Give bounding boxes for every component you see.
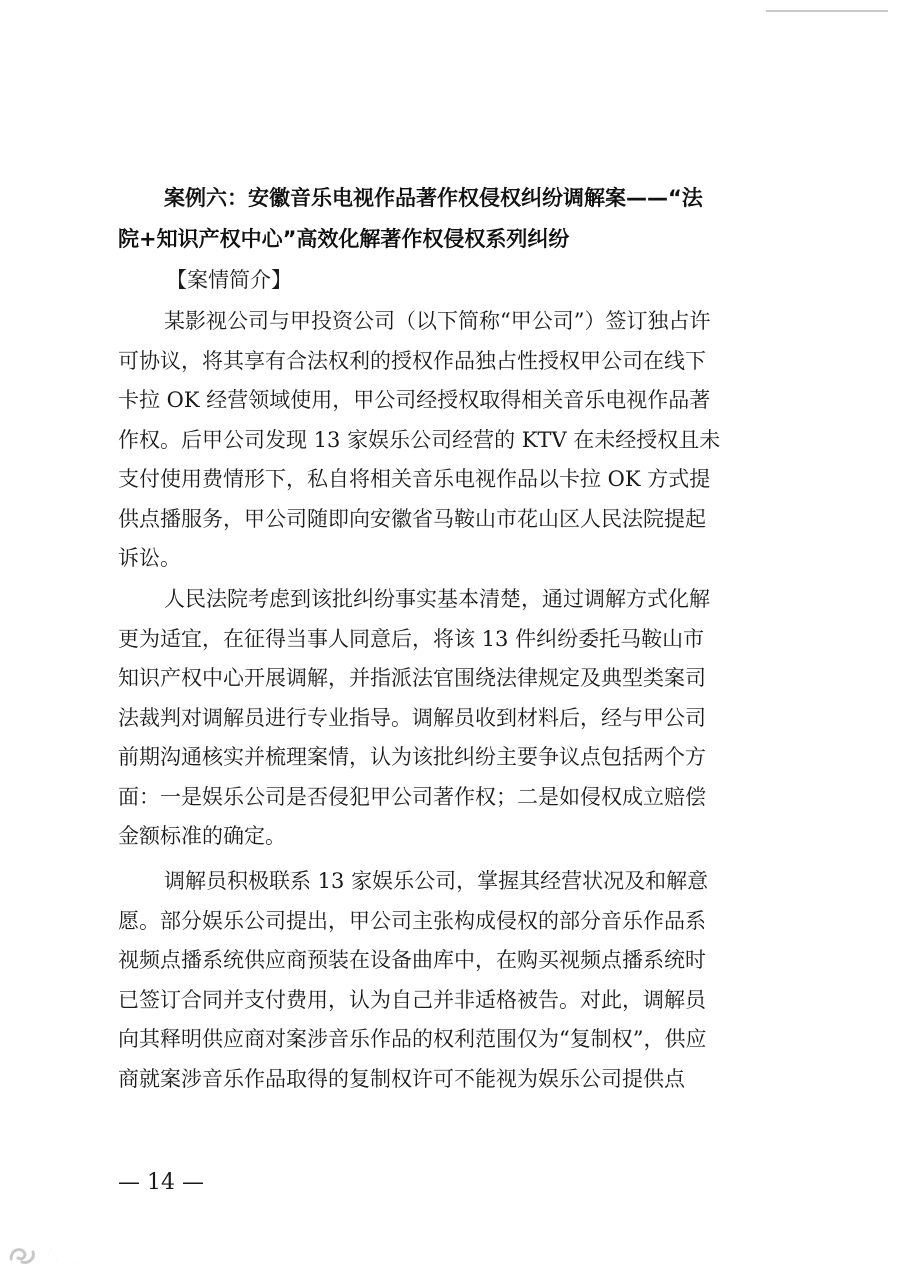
watermark <box>8 1242 114 1267</box>
paragraph-line: 向其释明供应商对案涉音乐作品的权利范围仅为“复制权”，供应 <box>118 1027 707 1051</box>
paragraph-line: 卡拉 OK 经营领域使用，甲公司经授权取得相关音乐电视作品著 <box>118 388 711 412</box>
paragraph-1 <box>118 302 788 579</box>
paragraph-line: 商就案涉音乐作品取得的复制权许可不能视为娱乐公司提供点 <box>118 1066 685 1091</box>
paragraph-line: 已签订合同并支付费用，认为自己并非适格被告。对此，调解员 <box>118 987 706 1012</box>
paragraph-line: 诉讼。 <box>118 546 181 570</box>
paragraph-line: 视频点播系统供应商预装在设备曲库中，在购买视频点播系统时 <box>118 948 706 972</box>
scan-edge-line <box>766 10 888 12</box>
paragraph-line: 愿。部分娱乐公司提出，甲公司主张构成侵权的部分音乐作品系 <box>118 908 706 933</box>
section-heading: 【案情简介】 <box>166 268 292 292</box>
case-title <box>118 178 798 260</box>
paragraph-3 <box>118 862 788 1099</box>
paragraph-line: 可协议，将其享有合法权利的授权作品独占性授权甲公司在线下 <box>118 348 706 373</box>
paragraph-line: 更为适宜，在征得当事人同意后，将该 13 件纠纷委托马鞍山市 <box>118 626 705 651</box>
watermark-text: 六度跨境 <box>42 1247 114 1267</box>
paragraph-line: 支付使用费情形下，私自将相关音乐电视作品以卡拉 OK 方式提 <box>118 467 711 491</box>
paragraph-2 <box>118 580 788 857</box>
paragraph-line: 知识产权中心开展调解，并指派法官围绕法律规定及典型类案司 <box>118 666 706 690</box>
paragraph-line: 作权。后甲公司发现 13 家娱乐公司经营的 KTV 在未经授权且未 <box>118 427 721 452</box>
paragraph-line: 前期沟通核实并梳理案情，认为该批纠纷主要争议点包括两个方 <box>118 745 706 769</box>
logo-swirl-icon <box>8 1244 38 1266</box>
case-title-line-1: 案例六：安徽音乐电视作品著作权侵权纠纷调解案——“法 <box>164 186 703 210</box>
paragraph-line: 调解员积极联系 13 家娱乐公司，掌握其经营状况及和解意 <box>164 869 709 893</box>
paragraph-line: 供点播服务，甲公司随即向安徽省马鞍山市花山区人民法院提起 <box>118 506 706 531</box>
case-title-line-2: 院+知识产权中心”高效化解著作权侵权系列纠纷 <box>118 227 570 251</box>
paragraph-line: 人民法院考虑到该批纠纷事实基本清楚，通过调解方式化解 <box>164 587 710 611</box>
paragraph-line: 法裁判对调解员进行专业指导。调解员收到材料后，经与甲公司 <box>118 705 706 730</box>
paragraph-line: 某影视公司与甲投资公司（以下简称“甲公司”）签订独占许 <box>164 309 711 333</box>
paragraph-line: 金额标准的确定。 <box>118 824 286 848</box>
page-number: — 14 — <box>118 1170 204 1195</box>
scan-edge <box>0 0 900 16</box>
paragraph-line: 面：一是娱乐公司是否侵犯甲公司著作权；二是如侵权成立赔偿 <box>118 784 706 809</box>
